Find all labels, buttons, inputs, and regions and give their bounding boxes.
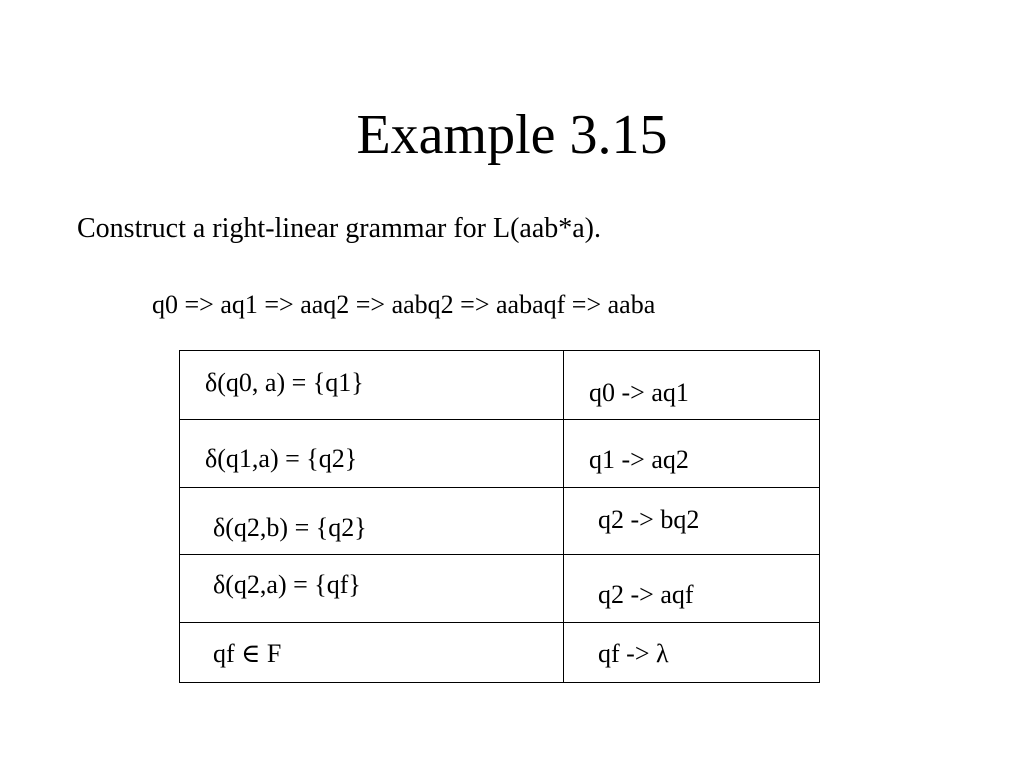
transition-cell: qf ∈ F — [213, 639, 282, 668]
slide-title: Example 3.15 — [356, 104, 668, 166]
transition-cell: δ(q2,a) = {qf} — [213, 570, 361, 599]
transition-cell: δ(q0, a) = {q1} — [205, 368, 364, 397]
production-cell: q0 -> aq1 — [589, 378, 689, 407]
transition-cell: δ(q1,a) = {q2} — [205, 444, 358, 473]
instruction-text: Construct a right-linear grammar for L(aab*a). — [77, 213, 602, 244]
table-row — [180, 419, 819, 487]
production-cell: qf -> λ — [598, 639, 669, 668]
production-cell: q1 -> aq2 — [589, 445, 689, 474]
production-cell: q2 -> aqf — [598, 580, 694, 609]
table-row — [180, 554, 819, 622]
transition-production-table — [179, 350, 820, 683]
production-cell: q2 -> bq2 — [598, 505, 700, 534]
table-row — [180, 487, 819, 554]
table-row — [180, 351, 819, 419]
table-row — [180, 622, 819, 682]
derivation-sequence: q0 => aq1 => aaq2 => aabq2 => aabaqf => aaba — [152, 290, 656, 319]
transition-cell: δ(q2,b) = {q2} — [213, 513, 367, 542]
